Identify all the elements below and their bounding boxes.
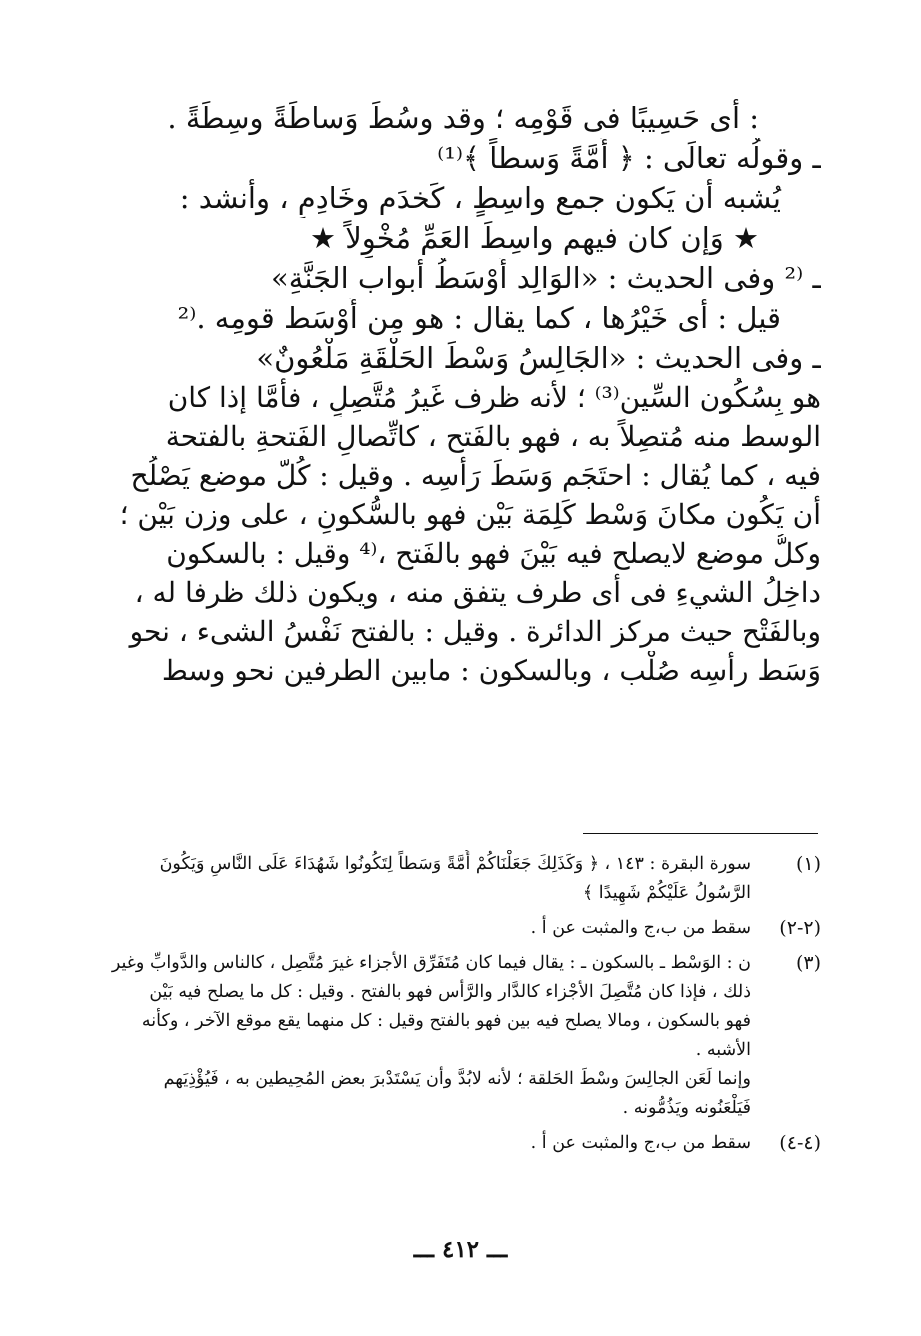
- footnotes: [99, 850, 821, 1164]
- text-line: داخِلُ الشيءِ فى أى طرف يتفق منه ، ويكون ذلك ظرفا له ،: [134, 576, 821, 609]
- text-line: وبالفَتْح حيث مركز الدائرة . وقيل : بالفتح نَفْسُ الشىء ، نحو: [129, 615, 821, 648]
- verse-line: ★ وَإن كان فيهم واسِطَ العَمِّ مُخْوِلاً ★: [310, 221, 759, 255]
- text-line: ـ وفى الحديث : «الجَالِسُ وَسْطَ الحَلْقَةِ مَلْعُونٌ»: [256, 341, 821, 375]
- footnote-number: (٣): [795, 952, 821, 974]
- footnote-number: (١): [795, 853, 821, 875]
- text-line: وكلُّ موضع لايصلح فيه بَيْنَ فهو بالفَتح ،⁽⁴ وقيل : بالسكون: [166, 537, 821, 570]
- text-line: أن يَكُون مكانَ وَسْط كَلِمَة بَيْن فهو بالسُّكونِ ، على وزن بَيْن ؛: [119, 498, 821, 531]
- text-line: وَسَط رأسِه صُلْب ، وبالسكون : مابين الطرفين نحو وسط: [161, 654, 821, 687]
- footnote-line: الرَّسُولُ عَلَيْكُمْ شَهِيدًا ﴾: [582, 883, 751, 903]
- footnote-separator: [583, 833, 818, 834]
- footnote-line: ن : الوَسْط ـ بالسكون ـ : يقال فيما كان مُتَفَرِّق الأجزاء غيرَ مُتَّصِل ، كالناس والدَّوابِّ وغير: [111, 953, 751, 973]
- text-line: ـ ⁽² وفى الحديث : «الوَالِد أَوْسَطُ أبواب الجَنَّةِ»: [271, 261, 821, 295]
- text-line: الوسط منه مُتصِلاً به ، فهو بالفَتح ، كاتِّصالِ الفَتحةِ بالفتحة: [165, 420, 821, 453]
- text-line: ـ وقولُه تعالَى : ﴿ أُمَّةً وَسطاً ﴾⁽¹⁾: [437, 141, 821, 175]
- text-line: فيه ، كما يُقال : احتَجَم وَسَطَ رَأسِه . وقيل : كُلّ موضع يَصْلُح: [130, 459, 821, 492]
- footnote-line: وإنما لَعَن الجالِسَ وسْطَ الحَلقة ؛ لأنه لابُدَّ وأن يَسْتَدْبرَ بعض المُحِيطين به ، فَيُؤْذِيَهم: [163, 1069, 751, 1089]
- footnote-line: ذلك ، فإذا كان مُتَّصِلَ الأجْزاء كالدَّار والرَّأس فهو بالفتح . وقيل : كل ما يصلح فيه بَيْن: [149, 982, 751, 1002]
- text-line: هو بِسُكُون السِّين⁽³⁾ ؛ لأنه ظرف غَيرُ مُتَّصِلٍ ، فأمَّا إذا كان: [167, 381, 821, 414]
- footnote: [99, 949, 821, 1123]
- footnote: [99, 914, 821, 943]
- footnote-line: الأشبه .: [695, 1040, 751, 1060]
- footnote-line: فهو بالسكون ، ومالا يصلح فيه بين فهو بالفتح وقيل : كل منهما يقع موقع الآخر ، وكأنه: [141, 1011, 751, 1031]
- footnote-number: (٢-٢): [779, 917, 821, 939]
- text-line: قيل : أى خَيْرُها ، كما يقال : هو مِن أَوْسَط قومِه .⁽²: [177, 301, 781, 335]
- text-line: : أى حَسِيبًا فى قَوْمِه ؛ وقد وسُطَ وَساطَةً وسِطَةً .: [167, 101, 759, 135]
- footnote-line: فَيَلْعَنُونه ويَذُمُّونه .: [622, 1098, 751, 1118]
- text-line: يُشبه أن يَكون جمع واسِطٍ ، كَخدَم وخَادِمٍ ، وأنشد :: [179, 181, 781, 215]
- footnote-line: سقط من ب،ج والمثبت عن أ .: [530, 918, 751, 938]
- footnote-line: سورة البقرة : ١٤٣ ، ﴿ وَكَذَلِكَ جَعَلْنَاكُمْ أُمَّةً وَسَطاً لِتَكُونُوا شَهُدَاءَ عَلَى النَّاسِ وَيَكُونَ: [159, 854, 751, 874]
- page-number: ـــ ٤١٢ ـــ: [413, 1236, 508, 1263]
- main-text: [99, 98, 821, 690]
- footnote-line: سقط من ب،ج والمثبت عن أ .: [530, 1133, 751, 1153]
- footnote: [99, 1129, 821, 1158]
- footnote-number: (٤-٤): [779, 1132, 821, 1154]
- footnote: [99, 850, 821, 908]
